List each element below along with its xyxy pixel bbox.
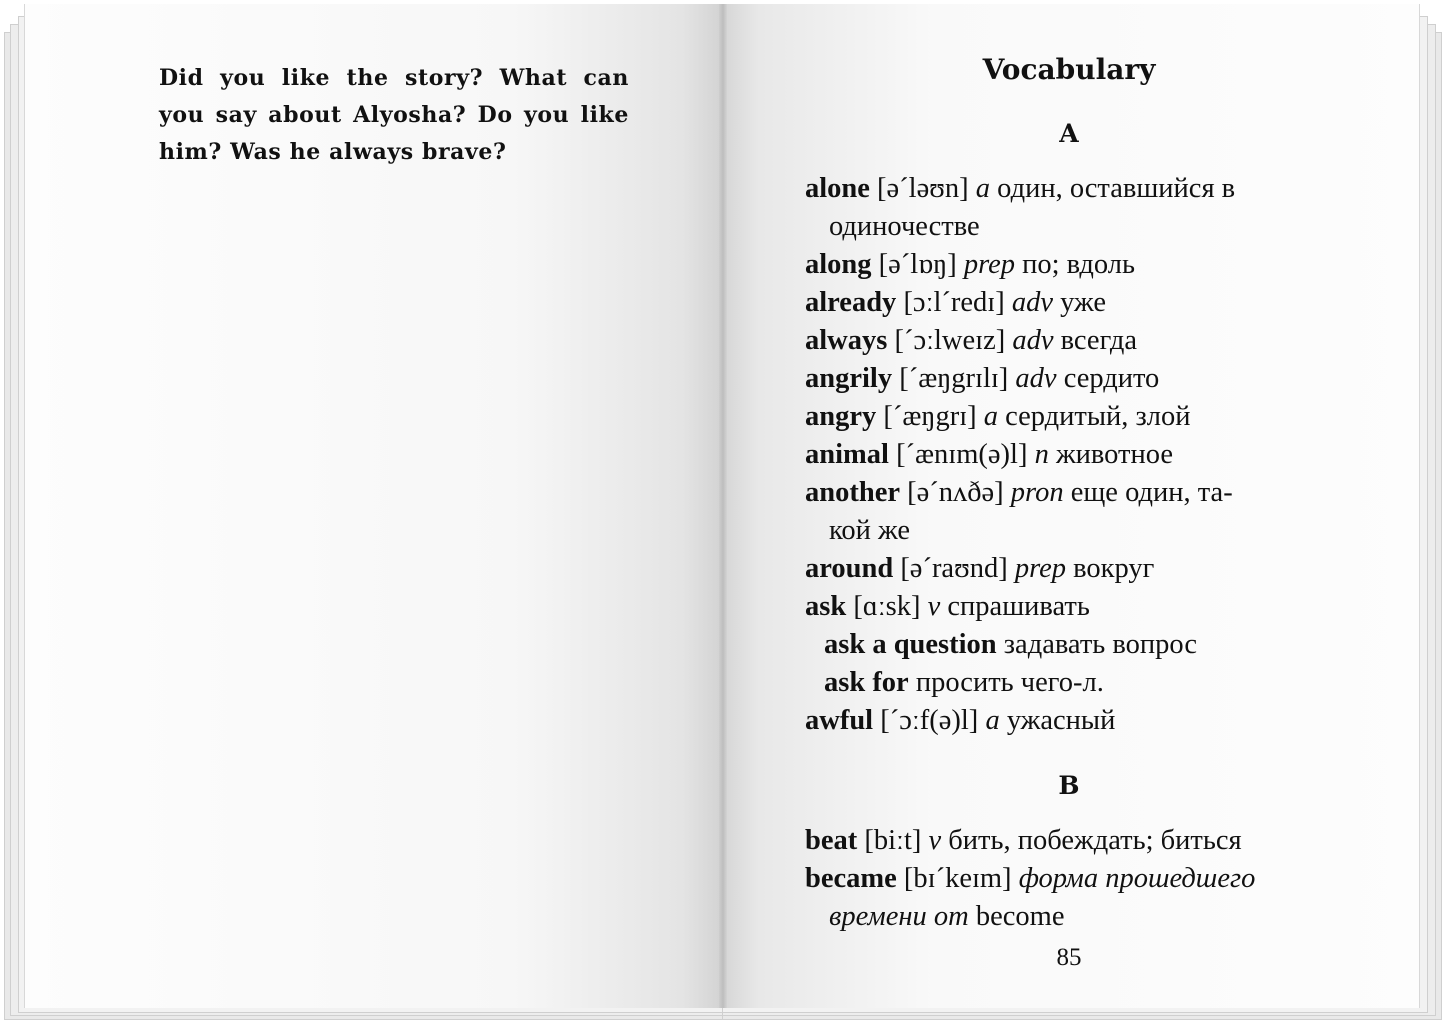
- vocab-word: angrily: [805, 363, 893, 394]
- vocab-phrase: ask a question: [824, 629, 997, 660]
- vocab-entry: [805, 550, 1335, 588]
- vocab-pronunciation: [əˊraʊnd]: [900, 553, 1008, 584]
- vocab-translation: сердитый, злой: [1005, 401, 1191, 432]
- vocab-entry: [805, 436, 1335, 474]
- vocab-word: beat: [805, 825, 858, 856]
- vocab-word: animal: [805, 439, 889, 470]
- vocab-part-of-speech: pron: [1010, 477, 1064, 508]
- vocab-word: around: [805, 553, 894, 584]
- vocab-pronunciation: [ˊɔːf(ə)l]: [880, 705, 979, 736]
- section-letter-a: A: [1059, 119, 1079, 148]
- vocab-translation: ужасный: [1006, 705, 1116, 736]
- vocab-note: времени от: [829, 901, 969, 932]
- vocab-entry: [805, 170, 1335, 208]
- vocab-translation: животное: [1055, 439, 1173, 470]
- vocab-subentry: [805, 664, 1335, 702]
- vocab-translation: задавать вопрос: [1003, 629, 1198, 660]
- vocab-pronunciation: [biːt]: [864, 825, 922, 856]
- vocab-word: angry: [805, 401, 877, 432]
- vocab-word: another: [805, 477, 900, 508]
- vocab-pronunciation: [bɪˊkeɪm]: [903, 863, 1012, 894]
- vocab-part-of-speech: n: [1034, 439, 1049, 470]
- vocabulary-list-b: [805, 822, 1335, 936]
- right-page: [724, 4, 1420, 1008]
- vocab-entry: [805, 822, 1335, 860]
- vocab-part-of-speech: a: [983, 401, 998, 432]
- vocab-translation: уже: [1060, 287, 1106, 318]
- vocab-translation: по; вдоль: [1022, 249, 1136, 280]
- vocab-entry: [805, 246, 1335, 284]
- vocab-part-of-speech: prep: [963, 249, 1016, 280]
- vocab-word: awful: [805, 705, 874, 736]
- vocab-pronunciation: [ɑːsk]: [853, 591, 921, 622]
- vocab-part-of-speech: a: [985, 705, 1000, 736]
- vocab-part-of-speech: v: [927, 591, 941, 622]
- vocab-word: alone: [805, 173, 870, 204]
- vocab-word: became: [805, 863, 897, 894]
- vocab-word: always: [805, 325, 888, 356]
- vocab-translation-continued: одиночестве: [829, 211, 980, 242]
- vocab-part-of-speech: prep: [1014, 553, 1067, 584]
- vocab-entry: [805, 284, 1335, 322]
- vocab-entry: [805, 702, 1335, 740]
- story-question: Did you like the story? What can you say about Alyosha? Do you like him? Was he always brave?: [159, 65, 629, 165]
- vocab-note-continued: [805, 898, 1335, 936]
- vocab-part-of-speech: v: [928, 825, 942, 856]
- vocab-pronunciation: [ˊæŋgrɪlɪ]: [899, 363, 1009, 394]
- book-spine: [719, 4, 727, 1008]
- vocab-pronunciation: [əˊnʌðə]: [907, 477, 1004, 508]
- vocab-translation: еще один, та-: [1070, 477, 1233, 508]
- vocab-entry: [805, 398, 1335, 436]
- vocab-pronunciation: [əˊləʊn]: [877, 173, 969, 204]
- vocab-subentry: [805, 626, 1335, 664]
- vocab-part-of-speech: a: [975, 173, 991, 204]
- vocab-reference-word: become: [975, 901, 1065, 932]
- vocab-word: ask: [805, 591, 847, 622]
- vocab-entry: [805, 474, 1335, 512]
- vocab-note: форма прошедшего: [1018, 863, 1256, 894]
- vocab-word: along: [805, 249, 872, 280]
- vocab-word: already: [805, 287, 897, 318]
- section-letter-b: B: [1058, 771, 1080, 800]
- vocab-entry: [805, 360, 1335, 398]
- vocab-part-of-speech: adv: [1015, 363, 1057, 394]
- vocab-translation-continued: кой же: [829, 515, 910, 546]
- vocab-entry: [805, 860, 1335, 898]
- vocab-entry: [805, 322, 1335, 360]
- vocab-pronunciation: [ˊænɪm(ə)l]: [896, 439, 1028, 470]
- left-page: [24, 4, 724, 1008]
- vocab-part-of-speech: adv: [1011, 287, 1053, 318]
- page-number: 85: [1056, 944, 1082, 971]
- vocab-translation: бить, побеждать; биться: [948, 825, 1242, 856]
- vocab-pronunciation: [ɔːlˊredɪ]: [903, 287, 1005, 318]
- vocabulary-list-a: [805, 170, 1335, 740]
- vocab-translation: просить чего-л.: [915, 667, 1104, 698]
- vocab-pronunciation: [əˊlɒŋ]: [878, 249, 957, 280]
- vocab-translation: спрашивать: [947, 591, 1090, 622]
- vocab-translation: сердито: [1063, 363, 1160, 394]
- vocab-translation: вокруг: [1073, 553, 1155, 584]
- vocab-part-of-speech: adv: [1012, 325, 1054, 356]
- vocab-phrase: ask for: [824, 667, 909, 698]
- vocab-translation: один, оставшийся в: [997, 173, 1236, 204]
- vocab-entry: [805, 588, 1335, 626]
- vocab-pronunciation: [ˊɔːlweɪz]: [894, 325, 1006, 356]
- vocab-pronunciation: [ˊæŋgrɪ]: [883, 401, 977, 432]
- page-title: Vocabulary: [982, 53, 1156, 86]
- vocab-translation: всегда: [1060, 325, 1137, 356]
